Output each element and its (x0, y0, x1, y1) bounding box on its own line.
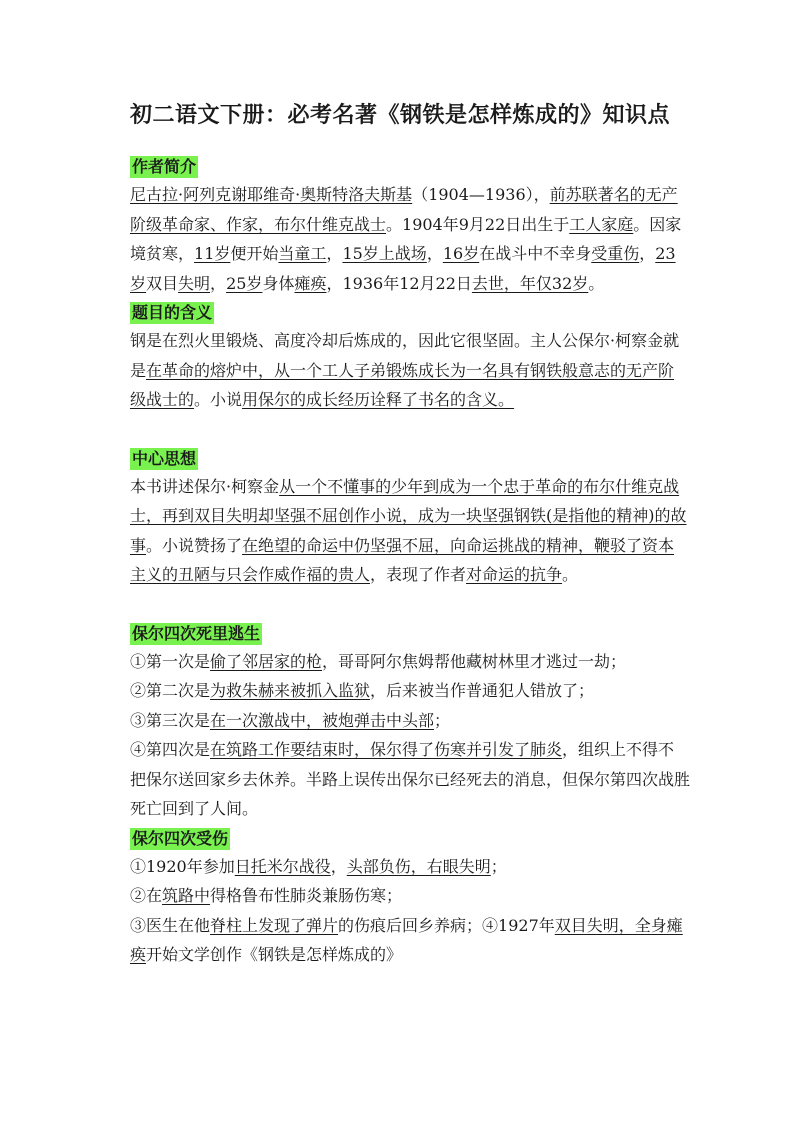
text-run: ， (426, 244, 443, 263)
paragraph (130, 180, 690, 298)
section-heading: 中心思想 (132, 448, 197, 468)
underlined-text: 工人家庭 (569, 214, 634, 234)
text-run: 本书讲述保尔·柯察金 (130, 476, 280, 496)
paragraph (130, 326, 690, 415)
text-run: ④第四次是 (130, 740, 211, 759)
underlined-text: 16岁 (442, 244, 480, 263)
text-run: （1904—1936）， (412, 185, 550, 204)
underlined-text: 在绝望的命运中仍坚强不屈，向命运挑战的精神，鞭驳了资本主义的丑陋与只会作威作福的贵人 (130, 535, 675, 584)
underlined-text: 15岁上战场 (342, 244, 427, 263)
section-heading: 作者简介 (132, 157, 197, 176)
text-run: ， (639, 244, 656, 263)
text-run: ①第一次是 (130, 651, 211, 671)
document-title: 初二语文下册：必考名著《钢铁是怎样炼成的》知识点 (129, 102, 670, 128)
underlined-text: 尼古拉·阿列克谢耶维奇·奥斯特洛夫斯基 (130, 185, 413, 204)
text-run: ③医生在他 (130, 915, 211, 935)
text-run: ， (330, 856, 347, 876)
paragraph (130, 676, 690, 706)
underlined-text: 脊柱上发现了弹片 (210, 915, 339, 935)
text-run: ②第二次是 (130, 681, 211, 700)
underlined-text: 日托米尔战役 (234, 856, 331, 876)
underlined-text: 25岁 (226, 273, 263, 293)
underlined-text: 双目失明，全身瘫痪 (130, 915, 683, 964)
document-body (130, 152, 690, 970)
section-spacer (130, 590, 690, 619)
underlined-text: 在一次激战中，被炮弹击中头部 (210, 710, 435, 730)
text-run: ，表现了作者 (370, 565, 467, 584)
section (130, 152, 690, 298)
text-run: ①1920年参加 (130, 856, 235, 876)
text-run: 的伤痕后回乡养病；④1927年 (338, 915, 555, 935)
section-heading: 保尔四次死里逃生 (132, 623, 261, 643)
text-run: ②在 (130, 886, 163, 905)
underlined-text: 筑路中 (162, 886, 211, 905)
paragraph (130, 911, 690, 970)
section (130, 444, 690, 619)
text-run: ，哥哥阿尔焦姆帮他藏树林里才逃过一劫； (322, 651, 627, 671)
text-run: 。 (588, 273, 605, 293)
section (130, 298, 690, 444)
text-run: ； (490, 856, 507, 876)
underlined-text: 为救朱赫来被抓入监狱 (210, 681, 371, 700)
text-run: ，1936年12月22日 (326, 273, 472, 293)
underlined-text: 失明 (178, 273, 211, 293)
underlined-text: 23岁 (130, 244, 676, 293)
underlined-text: 瘫痪 (294, 273, 327, 293)
underlined-text: 在革命的熔炉中，从一个工人子弟锻炼成长为一名具有钢铁般意志的无产阶级战士的 (130, 360, 675, 409)
text-run: 在战斗中不幸身 (479, 244, 592, 263)
section-heading: 题目的含义 (132, 303, 213, 322)
text-run: 。因家境贫寒， (130, 214, 682, 263)
section (130, 824, 690, 970)
paragraph (130, 472, 690, 590)
underlined-text: 头部负伤，右眼失明 (346, 856, 491, 876)
section-heading: 保尔四次受伤 (132, 828, 229, 848)
underlined-text: 11岁 (194, 244, 231, 263)
text-run: ； (434, 710, 451, 730)
text-run: 得格鲁布性肺炎兼肠伤寒； (210, 886, 403, 905)
underlined-text: 偷了邻居家的枪 (210, 651, 323, 671)
text-run: 钢是在烈火里锻烧、高度冷却后炼成的，因此它很坚固。主人公保尔·柯察金就是 (130, 331, 680, 380)
paragraph (130, 881, 690, 911)
underlined-text: 当童工 (278, 244, 327, 263)
underlined-text: 从一个不懂事的少年到成为一个忠于革命的布尔什维克战士，再到双目失明却坚强不屈创作小说，成为一块坚强钢铁(是指他的精神)的故事 (130, 476, 687, 555)
text-run: ，组织上不得不把保尔送回家乡去休养。半路上误传出保尔已经死去的消息，但保尔第四次战胜死亡回到了人间。 (130, 740, 691, 818)
text-run: 。1904年9月22日出生于 (386, 214, 570, 234)
text-run: 身体 (262, 273, 295, 293)
paragraph (130, 735, 690, 824)
text-run: ， (326, 244, 343, 263)
underlined-text: 用保尔的成长经历诠释了书名的含义。 (242, 390, 515, 409)
underlined-text: 受重伤 (591, 244, 640, 263)
text-run: ③第三次是 (130, 710, 211, 730)
underlined-text: 在筑路工作要结束时，保尔得了伤寒并引发了肺炎 (210, 740, 563, 759)
paragraph (130, 852, 690, 882)
paragraph (130, 647, 690, 677)
text-run: 。小说赞扬了 (146, 535, 243, 555)
section (130, 619, 690, 824)
text-run: 。小说 (194, 390, 243, 409)
paragraph (130, 706, 690, 736)
underlined-text: 对命运的抗争 (466, 565, 563, 584)
text-run: 双目 (146, 273, 179, 293)
text-run: 。 (562, 565, 579, 584)
underlined-text: 去世，年仅32岁 (471, 273, 589, 293)
section-spacer (130, 415, 690, 444)
text-run: 便开始 (230, 244, 279, 263)
underlined-text: 前苏联著名的无产阶级革命家、作家，布尔什维克战士 (130, 185, 678, 234)
text-run: 开始文学创作《钢铁是怎样炼成的》 (146, 945, 403, 964)
text-run: ， (210, 273, 227, 293)
text-run: ，后来被当作普通犯人错放了； (370, 681, 595, 700)
